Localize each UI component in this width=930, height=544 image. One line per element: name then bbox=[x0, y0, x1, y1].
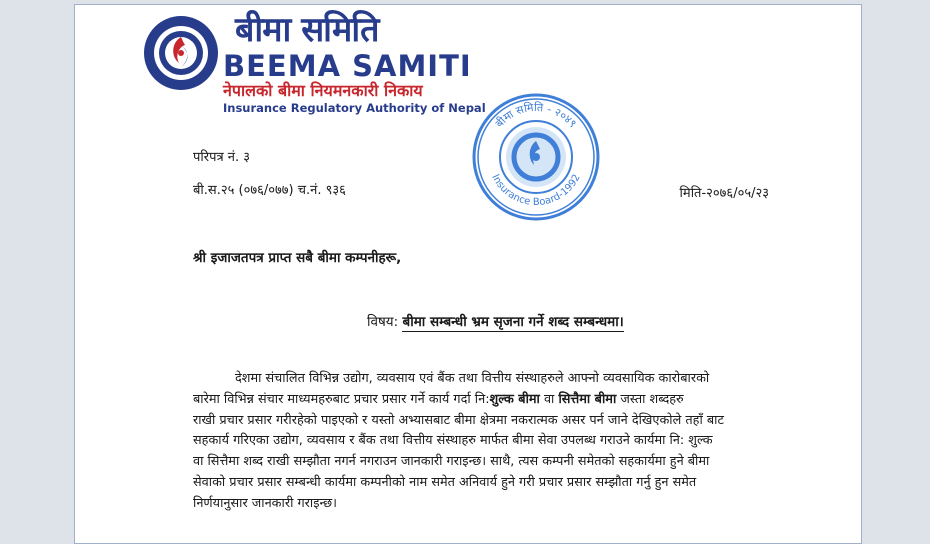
subject-label: विषय: bbox=[367, 314, 399, 330]
official-seal-stamp bbox=[470, 91, 602, 223]
body-line: सेवाको प्रचार प्रसार सम्बन्धी कार्यमा कम्पनीको नाम समेत अनिवार्य हुने गरी प्रचार प्रसार सम्झौता गर्नु हुन समेत bbox=[193, 474, 697, 490]
beema-samiti-logo-icon bbox=[141, 13, 221, 93]
body-paragraph bbox=[193, 369, 813, 515]
body-text: जस्ता शब्दहरु bbox=[616, 391, 684, 407]
circular-number: परिपत्र नं. ३ bbox=[193, 150, 251, 165]
seal-bottom-text: Insurance Board-1992 bbox=[489, 172, 583, 209]
circular-document bbox=[74, 4, 862, 544]
subject-line bbox=[367, 313, 624, 331]
brand-name-english: BEEMA SAMITI bbox=[223, 49, 472, 83]
body-line: वा सित्तैमा शब्द राखी सम्झौता नगर्न नगराउन जानकारी गराइन्छ। साथै, त्यस कम्पनी समेतको सहकार्यमा हुने बीमा bbox=[193, 454, 710, 470]
brand-name-nepali: बीमा समिति bbox=[235, 10, 379, 50]
body-line: सहकार्य गरिएका उद्योग, व्यवसाय र बैंक तथा वित्तीय संस्थाहरु मार्फत बीमा सेवा उपलब्ध गराउने कार्यमा नि: शुल्क bbox=[193, 433, 713, 449]
subtitle-english: Insurance Regulatory Authority of Nepal bbox=[223, 101, 486, 115]
seal-top-text: बीमा समिति - २०४९ bbox=[492, 100, 580, 131]
body-text: वा bbox=[539, 391, 559, 407]
body-line: देशमा संचालित विभिन्न उद्योग, व्यवसाय एवं बैंक तथा वित्तीय संस्थाहरुले आफ्नो व्यवसायिक कारोबारको bbox=[235, 371, 710, 386]
body-line: राखी प्रचार प्रसार गरीरहेको पाइएको र यस्तो अभ्यासबाट बीमा क्षेत्रमा नकरात्मक असर पर्न जाने देखिएकोले तहाँ बाट bbox=[193, 412, 724, 428]
body-text: बारेमा विभिन्न संचार माध्यमहरुबाट प्रचार प्रसार गर्ने कार्य गर्दा नि: bbox=[193, 391, 490, 407]
addressee: श्री इजाजतपत्र प्राप्त सबै बीमा कम्पनीहरू, bbox=[193, 250, 402, 266]
svg-text:बीमा समिति - २०४९ bbox=[493, 101, 579, 130]
emphasis-free-insurance: शुल्क बीमा bbox=[489, 391, 540, 407]
subject-text: बीमा सम्बन्धी भ्रम सृजना गर्ने शब्द सम्बन्धमा। bbox=[402, 314, 624, 330]
subtitle-nepali: नेपालको बीमा नियमनकारी निकाय bbox=[223, 81, 423, 100]
reference-number: बी.स.२५ (०७६/०७७) च.नं. ९३६ bbox=[193, 183, 346, 198]
letter-date: मिति-२०७६/०५/२३ bbox=[679, 186, 769, 201]
body-line bbox=[193, 390, 813, 411]
body-line: निर्णयानुसार जानकारी गराइन्छ। bbox=[193, 495, 337, 511]
emphasis-free-of-cost-insurance: सित्तैमा बीमा bbox=[558, 391, 617, 407]
